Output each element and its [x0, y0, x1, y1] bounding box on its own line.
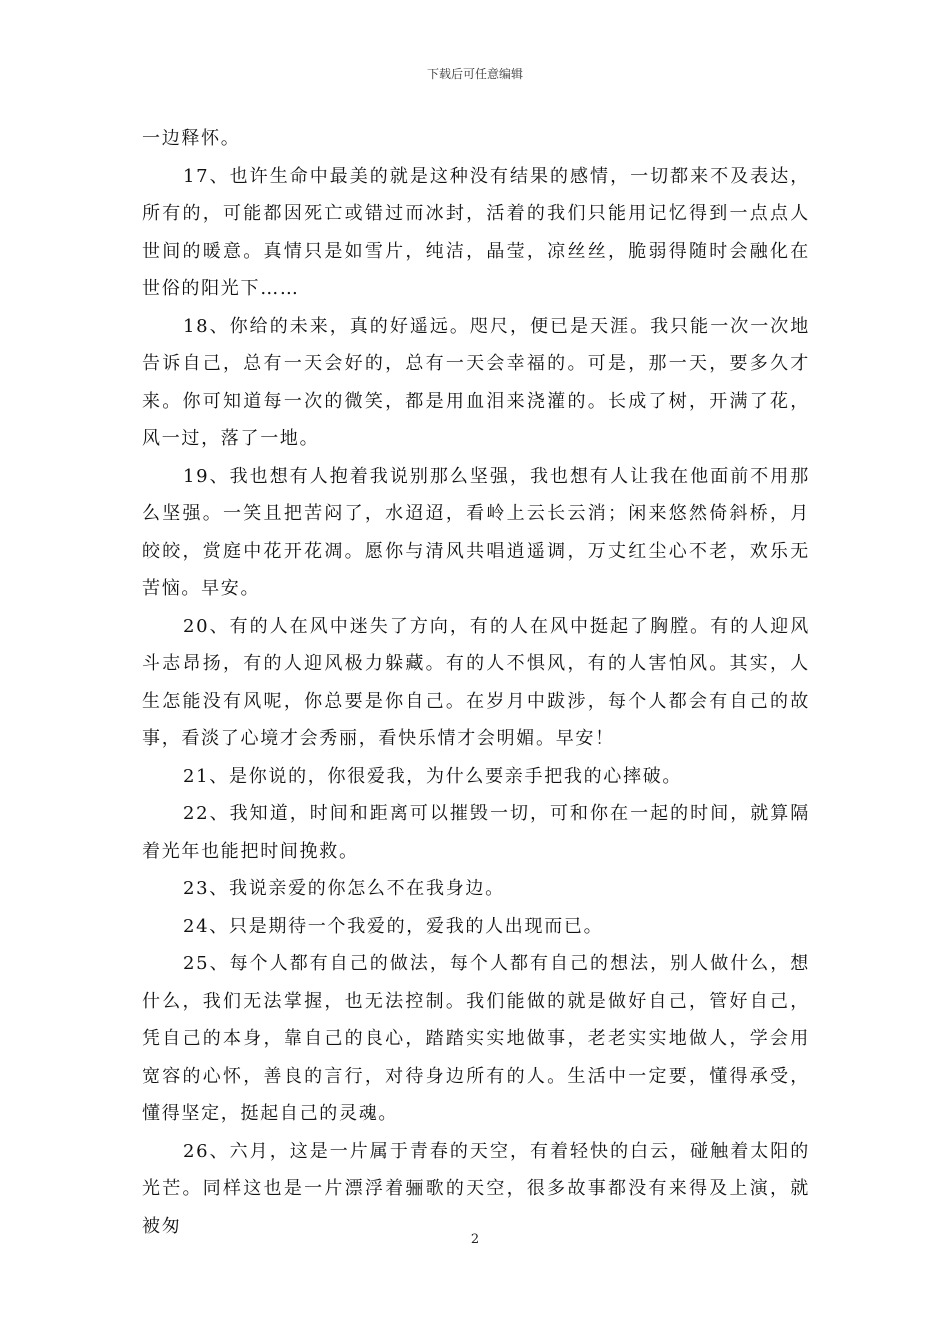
page-number: 2 [470, 1232, 480, 1247]
paragraph-21: 21、是你说的，你很爱我，为什么要亲手把我的心摔破。 [183, 765, 683, 787]
paragraph-18: 18、你给的未来，真的好遥远。咫尺，便已是天涯。我只能一次一次地告诉自己，总有一天会好的，总有一天会幸福的。可是，那一天，要多久才来。你可知道每一次的微笑，都是用血泪来浇灌的。长成了树，开满了花，风一过，落了一地。 [142, 315, 810, 449]
paragraph-19: 19、我也想有人抱着我说别那么坚强，我也想有人让我在他面前不用那么坚强。一笑且把苦闷了，水迢迢，看岭上云长云消；闲来悠然倚斜桥，月皎皎，赏庭中花开花凋。愿你与清风共唱逍遥调，万丈红尘心不老，欢乐无苦恼。早安。 [142, 465, 810, 599]
paragraph-26: 26、六月，这是一片属于青春的天空，有着轻快的白云，碰触着太阳的光芒。同样这也是一片漂浮着骊歌的天空，很多故事都没有来得及上演，就被匆 [142, 1140, 810, 1237]
page-header: 下载后可任意编辑 [426, 67, 523, 81]
document-body [142, 120, 810, 1245]
paragraph-24: 24、只是期待一个我爱的，爱我的人出现而已。 [183, 915, 604, 937]
paragraph-23: 23、我说亲爱的你怎么不在我身边。 [183, 878, 505, 899]
paragraph-25: 25、每个人都有自己的做法，每个人都有自己的想法，别人做什么，想什么，我们无法掌握，也无法控制。我们能做的就是做好自己，管好自己，凭自己的本身，靠自己的良心，踏踏实实地做事，老老实实地做人，学会用宽容的心怀，善良的言行，对待身边所有的人。生活中一定要，懂得承受，懂得坚定，挺起自己的灵魂。 [142, 953, 810, 1124]
paragraph-continuation: 一边释怀。 [142, 128, 241, 149]
paragraph-22: 22、我知道，时间和距离可以摧毁一切，可和你在一起的时间，就算隔着光年也能把时间挽救。 [142, 803, 810, 862]
paragraph-17: 17、也许生命中最美的就是这种没有结果的感情，一切都来不及表达，所有的，可能都因死亡或错过而冰封，活着的我们只能用记忆得到一点点人世间的暖意。真情只是如雪片，纯洁，晶莹，凉丝丝，脆弱得随时会融化在世俗的阳光下…… [142, 165, 810, 299]
paragraph-20: 20、有的人在风中迷失了方向，有的人在风中挺起了胸膛。有的人迎风斗志昂扬，有的人迎风极力躲藏。有的人不惧风，有的人害怕风。其实，人生怎能没有风呢，你总要是你自己。在岁月中跋涉，每个人都会有自己的故事，看淡了心境才会秀丽，看快乐情才会明媚。早安！ [142, 615, 810, 749]
